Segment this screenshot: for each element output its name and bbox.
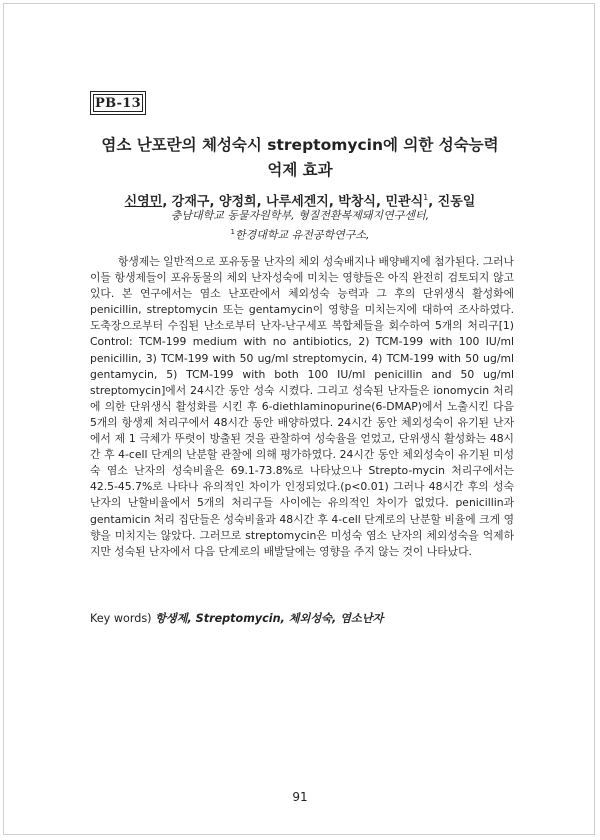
keywords-label: Key words) bbox=[90, 612, 152, 625]
last-author: , 진동일 bbox=[428, 194, 476, 210]
abstract-paragraph: 항생제는 일반적으로 포유동물 난자의 체외 성숙배지나 배양배지에 첨가된다. 그러나 이들 항생제들이 포유동물의 체외 난자성숙에 미치는 영향들은 아직 완전히 검토되지 않고 있다. 본 연구에서는 염소 난포란에서 체외성숙 능력과 그 후의 단위생식 활성화에 penicillin, streptomycin 또는 gentamycin이 영향을 미치는지에 대하여 조사하였다. 도축장으로부터 수집된 난소로부터 난자-난구세포 복합체들을 회수하여 5개의 처리구[1) Control: TCM-199 medium with no antibiotics, 2) TCM-199 with 100 IU/ml penicillin, 3) TCM-199 with 50 ug/ml streptomycin, 4) TCM-199 with 50 ug/ml gentamycin, 5) TCM-199 with both 100 IU/ml penicillin and 50 ug/ml streptomycin]에서 24시간 동안 성숙 시켰다. 그리고 성숙된 난자들은 ionomycin 처리에 의한 단위생식 활성화를 시킨 후 6-diethlaminopurine(6-DMAP)에서 노출시킨 다음 5개의 항생제 처리구에서 48시간 동안 배양하였다. 24시간 동안 체외성숙이 유기된 난자에서 제 1 극체가 뚜렷이 방출된 것을 관찰하여 성숙율을 얻었고, 단위생식 활성화는 48시간 후 4-cell 단계의 난분할 관찰에 의해 평가하였다. 24시간 동안 체외성숙이 유기된 미성숙 염소 난자의 성숙비율은 69.1-73.8%로 나타났으나 Strepto-mycin 처리구에서는 42.5-45.7%로 나타나 유의적인 차이가 인정되었다.(p<0.01) 그러나 48시간 후의 성숙난자의 난할비율에서 5개의 처리구들 사이에는 유의적인 차이가 없었다. penicillin과 gentamicin 처리 집단들은 성숙비율과 48시간 후 4-cell 단계로의 난분할 비율에 크게 영향을 미치지는 않았다. 그러므로 streptomycin은 미성숙 염소 난자의 체외성숙을 억제하지만 성숙된 난자에서 다음 단계로의 배발달에는 영향을 주지 않는 것이 나타났다. bbox=[90, 255, 514, 558]
title-line-1: 염소 난포란의 체성숙시 streptomycin에 의한 성숙능력 bbox=[101, 136, 499, 154]
presenting-author: 신영민 bbox=[124, 194, 163, 210]
title-line-2: 억제 효과 bbox=[267, 161, 333, 179]
page-number: 91 bbox=[292, 790, 308, 804]
author-affiliation-mark: 1 bbox=[423, 193, 429, 202]
affiliation-1: 충남대학교 동물자원학부, 형질전환복제돼지연구센터, bbox=[170, 209, 430, 222]
co-authors: , 강재구, 양정희, 나루세겐지, 박창식, 민관식 bbox=[162, 194, 424, 210]
affiliation-2 bbox=[60, 224, 540, 244]
affiliation-2-text: 한경대학교 유전공학연구소, bbox=[234, 228, 370, 242]
keywords bbox=[90, 611, 514, 627]
abstract-code-box bbox=[90, 91, 146, 115]
abstract-body bbox=[90, 254, 514, 560]
keywords-terms: 항생제, Streptomycin, 체외성숙, 염소난자 bbox=[155, 612, 384, 625]
affiliation-mark: 1 bbox=[230, 228, 235, 236]
abstract-code: PB-13 bbox=[95, 95, 141, 111]
